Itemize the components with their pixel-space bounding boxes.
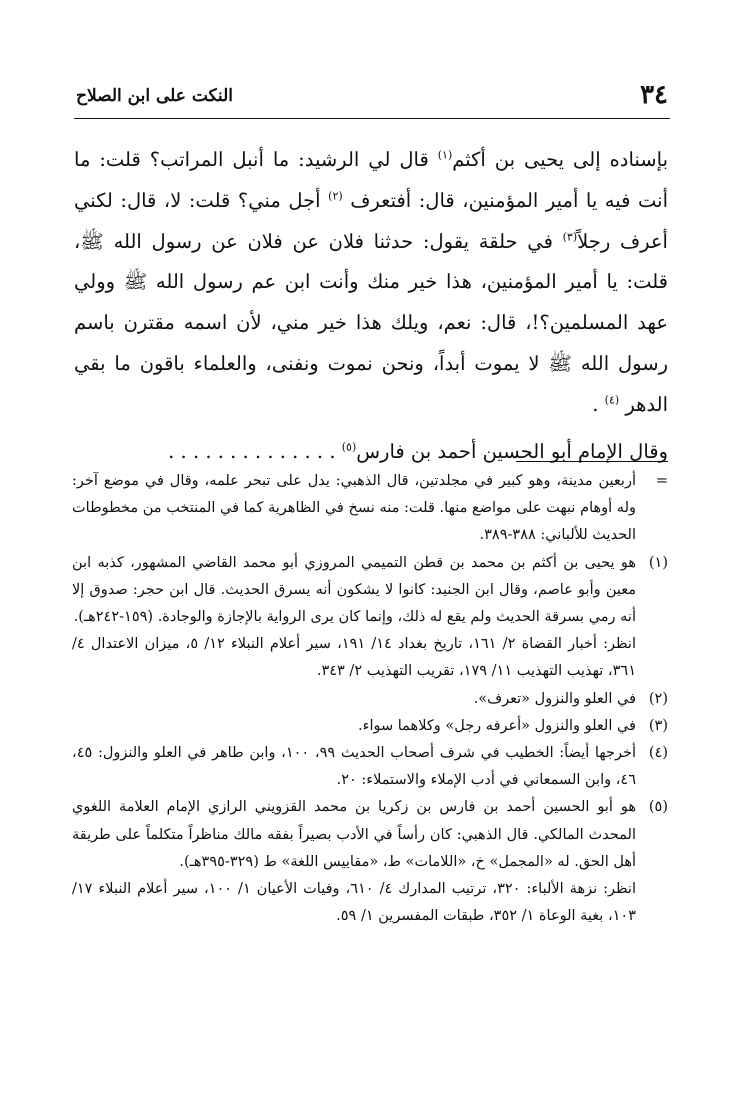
continuation-mark: = [655,473,668,489]
footnote-ref-5: (٥) [341,440,357,454]
footnote-sources: انظر: نزهة الألباء: ٣٢٠، ترتيب المدارك ٤/ ٦١٠، وفيات الأعيان ١/ ١٠٠، سير أعلام النبلاء ١٧/ ١٠٣، بغية الوعاة ١/ ٣٥٢، طبقات المفسرين ١/ ٥٩. [72,881,636,925]
footnote-4 [72,740,668,794]
main-paragraph [74,140,668,426]
text-segment: وقال الإمام أبو الحسين أحمد بن فارس [356,439,668,463]
footnote-number: (٤) [648,745,668,762]
footnote-1 [72,550,668,686]
footnote-text: هو يحيى بن أكثم بن محمد بن قطن التميمي المروزي أبو محمد القاضي المشهور، كذبه ابن معين وأبو عاصم، وقال ابن الجنيد: كانوا لا يشكون أنه يسرق الحديث. قال ابن حجر: صدوق إلا أنه رمي بسرقة الحديث ولم يقع له ذلك، وإنما كان يرى الرواية بالإجازة والوجادة. (١٥٩-٢٤٢هـ). [72,554,636,626]
footnote-text: في العلو والنزول «تعرف». [473,690,636,707]
footnote-ref-4: (٤) [604,393,620,407]
footnote-ref-2: (٢) [328,189,343,203]
footnote-sources: انظر: أخبار القضاة ٢/ ١٦١، تاريخ بغداد ١٤/ ١٩١، سير أعلام النبلاء ١٢/ ٥، ميزان الاعتدال ٤/ ٣٦١، تهذيب التهذيب ١١/ ١٧٩، تقريب التهذيب ٢/ ٣٤٣. [72,636,636,680]
footnotes [72,468,668,930]
page-header [74,80,670,119]
footnote-ref-3: (٣) [562,230,578,244]
footnote-separator [516,461,668,462]
footnote-number: (٢) [648,690,668,707]
footnote-number: (٣) [648,717,668,734]
footnote-2 [72,686,668,713]
running-title: النكت على ابن الصلاح [76,86,233,106]
main-text [74,140,668,472]
text-segment: . [592,392,599,416]
text-segment: أجل مني؟ قلت: لا، قال: لكني أعرف رجلاً [74,188,668,253]
footnote-number: (١) [648,554,668,571]
footnote-ref-1: (١) [437,148,453,162]
intro-line [74,432,668,473]
footnote-text: هو أبو الحسين أحمد بن فارس بن زكريا بن محمد القزويني الرازي الإمام العلامة اللغوي المحدث المالكي. قال الذهبي: كان رأساً في الأدب بصيراً بفقه مالك مناظراً متكلماً على طريقة أهل الحق. له «المجمل» خ، «اللامات» ط، «مقاييس اللغة» ط (٣٢٩-٣٩٥هـ). [72,799,636,870]
footnote-text: أربعين مدينة، وهو كبير في مجلدتين، قال الذهبي: يدل على تبحر علمه، وقال في موضع آخر: وله أوهام نبهت على مواضع منها. قلت: منه نسخ في الظاهرية كما في المنتخب من مخطوطات الحديث للألباني: ٣٨٨-٣٨٩. [72,473,636,544]
footnote-3 [72,713,668,740]
text-segment: بإسناده إلى يحيى بن أكثم [452,148,669,171]
text-segment: في حلقة يقول: حدثنا فلان عن فلان عن رسول الله ﷺ، قلت: يا أمير المؤمنين، هذا خير منك وأنت ابن عم رسول الله ﷺ وولي عهد المسلمين؟!، قال: نعم، ويلك هذا خير مني، لأن اسمه مقترن باسم رسول الله ﷺ لا يموت أبداً، ونحن نموت ونفنى، والعلماء باقون ما بقي الدهر [74,229,668,416]
page-number: ٣٤ [640,80,668,110]
footnote-5 [72,794,668,930]
footnote-number: (٥) [648,799,668,816]
footnote-text: أخرجها أيضاً: الخطيب في شرف أصحاب الحديث ٩٩، ١٠٠، وابن طاهر في العلو والنزول: ٤٥، ٤٦، وابن السمعاني في أدب الإملاء والاستملاء: ٢٠. [72,745,636,789]
ellipsis-dots: . . . . . . . . . . . . . . [168,439,336,463]
footnote-continuation [72,468,668,550]
text-segment: قال لي الرشيد: ما أنبل المراتب؟ قلت: ما أنت فيه يا أمير المؤمنين، قال: أفتعرف [74,148,668,212]
footnote-text: في العلو والنزول «أعرفه رجل» وكلاهما سواء. [358,717,636,734]
